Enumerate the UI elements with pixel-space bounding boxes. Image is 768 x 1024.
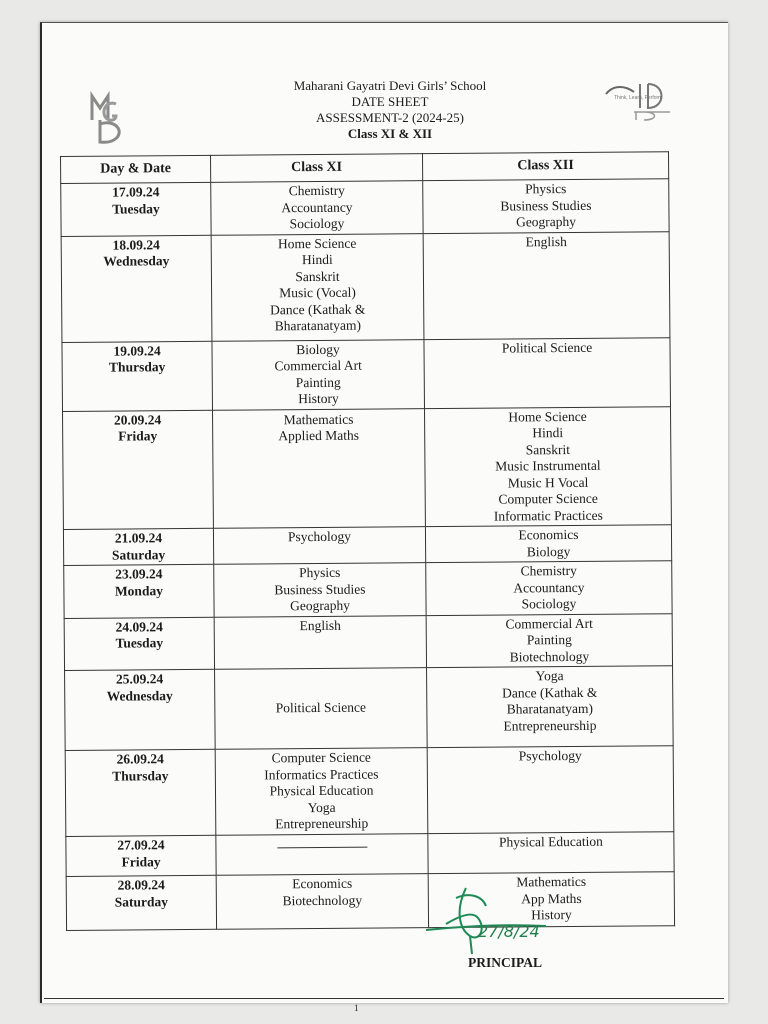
subject-name: Music (Vocal) xyxy=(279,284,356,301)
class-xii-subjects-cell xyxy=(425,525,671,563)
subject-name: Music Instrumental xyxy=(495,457,601,474)
subject-name: Hindi xyxy=(532,425,564,441)
subject-name: Geography xyxy=(515,213,577,230)
exam-day: Saturday xyxy=(111,546,166,563)
class-xi-subjects-cell xyxy=(212,408,425,528)
subject-name: Mathematics xyxy=(516,873,587,890)
subject-name: Chemistry xyxy=(520,562,577,579)
class-xii-subjects-cell xyxy=(424,406,671,526)
document-header xyxy=(220,78,560,142)
exam-date: 24.09.24 xyxy=(115,618,163,635)
subject-name: Home Science xyxy=(277,235,357,251)
subject-name: Business Studies xyxy=(274,581,366,597)
class-xi-subjects-cell xyxy=(216,874,428,930)
day-date-cell xyxy=(66,835,216,876)
day-date-cell xyxy=(64,617,214,671)
class-xi-subjects-cell xyxy=(214,615,426,669)
subject-name: Applied Maths xyxy=(278,427,360,444)
subject-name: Dance (Kathak & xyxy=(502,684,598,701)
table-row xyxy=(64,561,672,618)
subject-name: Biology xyxy=(526,543,571,559)
class-xii-subjects-cell xyxy=(423,231,670,339)
subject-name: Computer Science xyxy=(271,749,371,766)
table-row xyxy=(66,832,674,877)
subject-name: Geography xyxy=(289,597,351,614)
day-date-cell xyxy=(64,564,214,618)
subject-name: Sociology xyxy=(521,595,577,612)
subject-name: English xyxy=(299,617,341,633)
class-xi-subjects-cell xyxy=(215,748,428,836)
subject-name: Psychology xyxy=(518,747,582,764)
signature-date: 27/8/24 xyxy=(478,922,540,941)
class-xii-subjects-cell xyxy=(426,613,672,667)
subject-name: Physical Education xyxy=(498,833,603,850)
exam-day: Friday xyxy=(118,428,158,444)
day-date-cell xyxy=(61,235,212,342)
day-date-cell xyxy=(65,669,216,750)
class-xi-subjects-cell xyxy=(213,527,425,565)
table-row xyxy=(63,406,672,529)
exam-day: Tuesday xyxy=(112,200,160,217)
subject-name: Mathematics xyxy=(283,411,354,427)
subject-name: Physics xyxy=(525,181,567,197)
table-row xyxy=(65,666,674,751)
subject-name: Bharatanatyam) xyxy=(274,317,362,334)
subject-name: Informatics Practices xyxy=(264,766,379,782)
day-date-cell xyxy=(63,410,214,530)
brand-tagline: Think, Learn, Perform xyxy=(614,95,663,101)
class-xi-subjects-cell xyxy=(212,339,425,410)
subject-name: Physics xyxy=(299,564,341,581)
subject-name: Yoga xyxy=(307,799,336,815)
school-name: Maharani Gayatri Devi Girls’ School xyxy=(293,78,487,93)
table-row xyxy=(65,746,674,837)
subject-name: Psychology xyxy=(287,528,352,545)
day-date-cell xyxy=(65,749,216,836)
no-exam-dash xyxy=(277,837,367,849)
class-title: Class XI & XII xyxy=(347,126,433,141)
exam-day: Saturday xyxy=(114,893,169,910)
exam-date: 27.09.24 xyxy=(117,837,165,853)
class-xii-subjects-cell xyxy=(426,561,672,615)
table-row xyxy=(64,613,672,670)
subject-name: Music H Vocal xyxy=(507,474,589,490)
exam-date: 21.09.24 xyxy=(114,530,163,546)
subject-name: Sociology xyxy=(289,215,345,232)
day-date-cell xyxy=(66,875,216,930)
date-sheet-table xyxy=(60,151,675,931)
page-number: 1 xyxy=(354,1003,359,1013)
subject-name: English xyxy=(525,233,567,249)
class-xii-subjects-cell xyxy=(427,666,674,748)
subject-name: Political Science xyxy=(275,699,367,716)
class-xii-subjects-cell xyxy=(423,179,669,233)
page-bottom-rule xyxy=(44,998,724,999)
exam-day: Thursday xyxy=(112,767,169,784)
table-row xyxy=(66,872,674,931)
subject-name: Chemistry xyxy=(288,182,345,199)
exam-date: 19.09.24 xyxy=(113,342,161,359)
subject-name: Painting xyxy=(295,374,341,390)
subject-name: Informatic Practices xyxy=(493,507,603,524)
table-row xyxy=(61,231,670,342)
subject-name: Dance (Kathak & xyxy=(270,301,366,317)
exam-date: 18.09.24 xyxy=(112,236,160,253)
subject-name: Hindi xyxy=(301,251,333,268)
exam-date: 20.09.24 xyxy=(113,411,162,428)
subject-name: Political Science xyxy=(501,339,593,356)
class-xi-subjects-cell xyxy=(216,834,428,876)
exam-day: Wednesday xyxy=(103,253,170,269)
exam-day: Friday xyxy=(121,853,161,870)
table-row xyxy=(61,179,669,236)
subject-name: Entrepreneurship xyxy=(275,815,369,832)
subject-name: Commercial Art xyxy=(505,615,593,632)
day-date-cell xyxy=(62,341,213,411)
subject-name: Biology xyxy=(296,341,340,357)
document-title: DATE SHEET xyxy=(351,94,429,109)
brand-logo-id xyxy=(600,78,678,122)
subject-name: Economics xyxy=(292,875,353,892)
class-xii-subjects-cell xyxy=(427,746,674,834)
school-logo-mgd xyxy=(86,90,130,146)
exam-day: Thursday xyxy=(108,359,166,375)
table-row xyxy=(63,525,671,566)
table-row xyxy=(62,337,671,411)
exam-date: 23.09.24 xyxy=(115,566,163,582)
subject-name: Accountancy xyxy=(513,579,585,595)
header-class-xi: Class XI xyxy=(210,154,422,183)
exam-date: 17.09.24 xyxy=(112,184,160,200)
class-xii-subjects-cell xyxy=(424,337,671,408)
principal-label: PRINCIPAL xyxy=(468,955,542,970)
exam-day: Monday xyxy=(114,582,163,599)
subject-name: Home Science xyxy=(508,408,587,424)
exam-day: Wednesday xyxy=(106,687,173,704)
subject-name: Physical Education xyxy=(269,782,374,799)
class-xi-subjects-cell xyxy=(211,233,424,341)
class-xi-subjects-cell xyxy=(214,563,426,617)
subject-name: App Maths xyxy=(521,890,582,906)
subject-name: History xyxy=(531,907,572,923)
subject-name: History xyxy=(298,390,339,407)
exam-date: 25.09.24 xyxy=(115,671,164,687)
subject-name: Economics xyxy=(518,526,579,543)
assessment-title: ASSESSMENT-2 (2024-25) xyxy=(316,110,464,125)
class-xi-subjects-cell xyxy=(211,181,423,235)
subject-name: Accountancy xyxy=(281,199,353,215)
class-xii-subjects-cell xyxy=(428,832,674,874)
header-day-date: Day & Date xyxy=(61,155,211,183)
header-class-xii: Class XII xyxy=(422,152,668,181)
exam-day: Tuesday xyxy=(115,635,164,651)
day-date-cell xyxy=(61,182,211,236)
principal-signature xyxy=(426,878,556,958)
subject-name: Business Studies xyxy=(500,197,592,214)
subject-name: Sanskrit xyxy=(525,441,571,457)
subject-name: Sanskrit xyxy=(295,268,340,284)
subject-name: Entrepreneurship xyxy=(503,717,597,734)
day-date-cell xyxy=(63,528,213,565)
subject-name: Biotechnology xyxy=(509,648,590,664)
subject-name: Painting xyxy=(526,631,572,648)
subject-name: Yoga xyxy=(535,668,564,684)
exam-date: 28.09.24 xyxy=(117,877,165,893)
subject-name: Computer Science xyxy=(498,490,598,507)
exam-date: 26.09.24 xyxy=(116,751,164,767)
subject-name: Commercial Art xyxy=(274,357,362,374)
class-xi-subjects-cell xyxy=(215,668,428,750)
subject-name: Bharatanatyam) xyxy=(506,700,594,717)
subject-name: Biotechnology xyxy=(282,892,363,908)
